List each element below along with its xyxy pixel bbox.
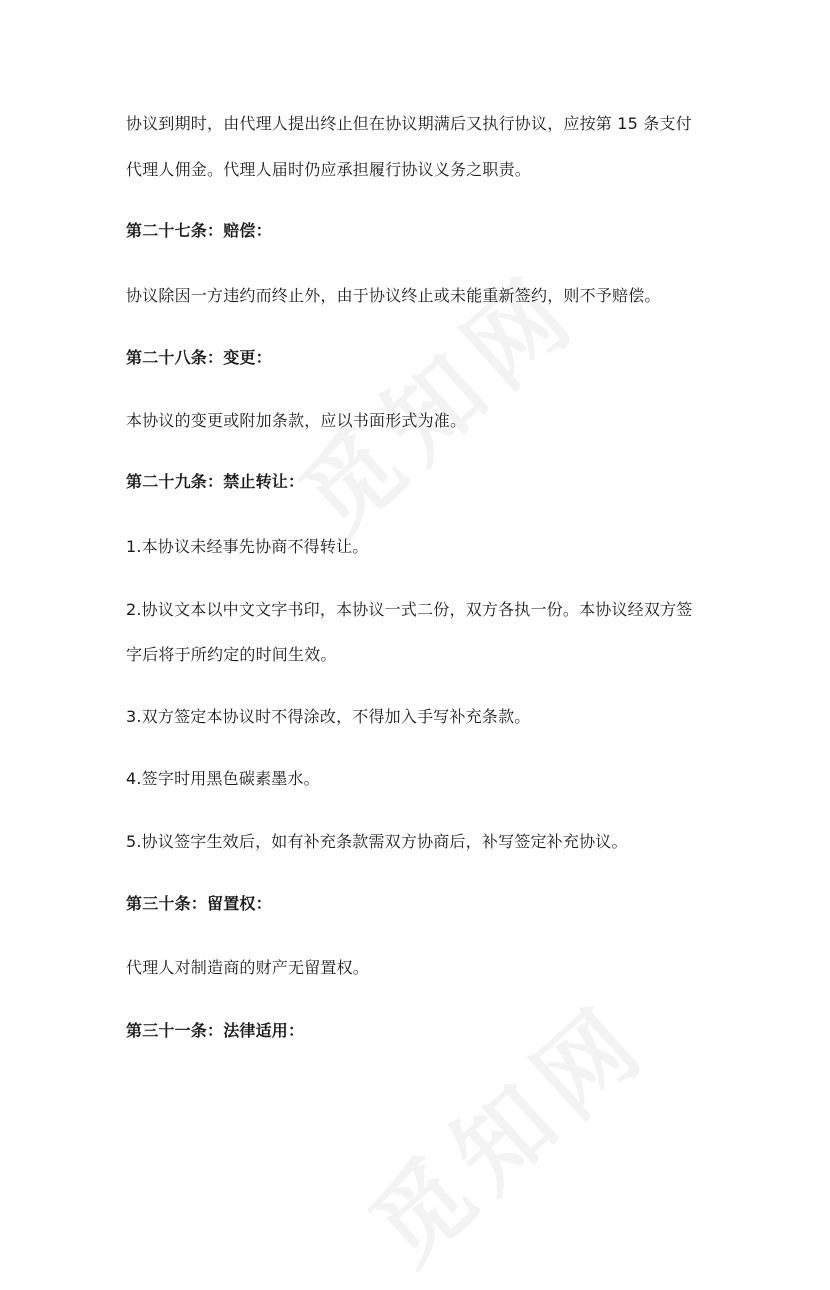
- watermark: [337, 967, 674, 1290]
- paragraph-line: 代理人佣金。代理人届时仍应承担履行协议义务之职责。: [126, 160, 532, 179]
- paragraph-line: 协议除因一方违约而终止外，由于协议终止或未能重新签约，则不予赔偿。: [126, 286, 661, 305]
- list-item: 2.协议文本以中文文字书印，本协议一式二份，双方各执一份。本协议经双方签: [126, 600, 693, 619]
- article-heading: 第二十七条：赔偿：: [126, 221, 272, 240]
- list-item: 1.本协议未经事先协商不得转让。: [126, 537, 369, 556]
- list-item-continuation: 字后将于所约定的时间生效。: [126, 645, 337, 664]
- article-heading: 第三十一条：法律适用：: [126, 1021, 305, 1040]
- paragraph-line: 本协议的变更或附加条款，应以书面形式为准。: [126, 411, 467, 430]
- article-heading: 第三十条：留置权：: [126, 894, 272, 913]
- paragraph-line: 协议到期时，由代理人提出终止但在协议期满后又执行协议，应按第 15 条支付: [126, 114, 692, 133]
- article-heading: 第二十八条：变更：: [126, 348, 272, 367]
- list-item: 4.签字时用黑色碳素墨水。: [126, 769, 320, 788]
- paragraph-line: 代理人对制造商的财产无留置权。: [126, 958, 370, 977]
- list-item: 5.协议签字生效后，如有补充条款需双方协商后，补写签定补充协议。: [126, 832, 628, 851]
- list-item: 3.双方签定本协议时不得涂改，不得加入手写补充条款。: [126, 707, 531, 726]
- article-heading: 第二十九条：禁止转让：: [126, 472, 305, 491]
